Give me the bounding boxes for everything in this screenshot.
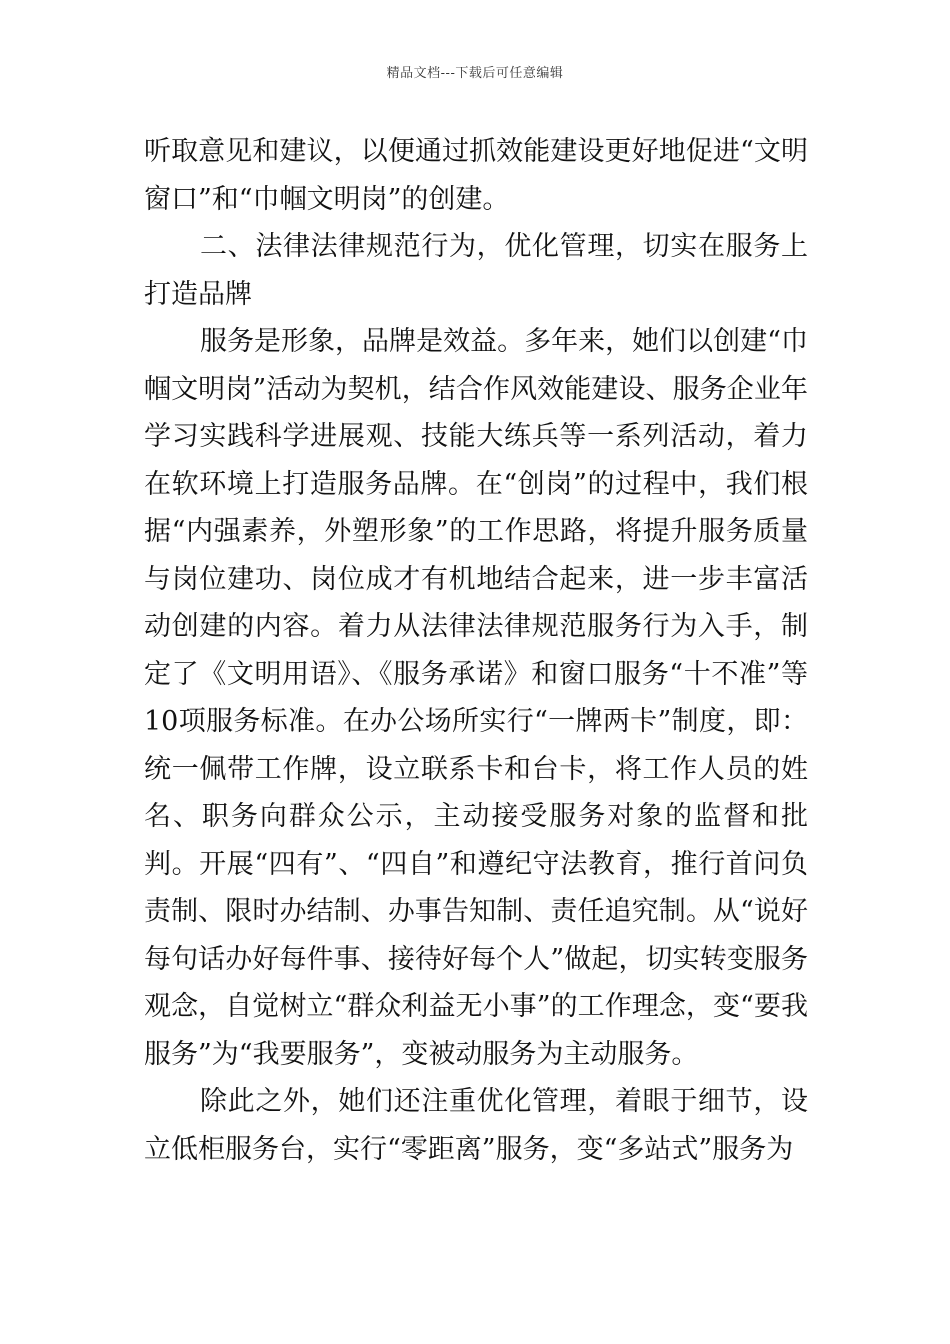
paragraph-1: 听取意见和建议，以便通过抓效能建设更好地促进“文明窗口”和“巾帼文明岗”的创建。 bbox=[144, 136, 808, 215]
section-heading: 二、法律法律规范行为，优化管理，切实在服务上打造品牌 bbox=[144, 231, 808, 310]
document-body bbox=[144, 128, 808, 1173]
page-header: 精品文档---下载后可任意编辑 bbox=[386, 66, 564, 81]
paragraph-3: 服务是形象，品牌是效益。多年来，她们以创建“巾帼文明岗”活动为契机，结合作风效能建设、服务企业年学习实践科学进展观、技能大练兵等一系列活动，着力在软环境上打造服务品牌。在“创岗”的过程中，我们根据“内强素养，外塑形象”的工作思路，将提升服务质量与岗位建功、岗位成才有机地结合起来，进一步丰富活动创建的内容。着力从法律法律规范服务行为入手，制定了《文明用语》、《服务承诺》和窗口服务“十不准”等10项服务标准。在办公场所实行“一牌两卡”制度，即：统一佩带工作牌，设立联系卡和台卡，将工作人员的姓名、职务向群众公示，主动接受服务对象的监督和批判。开展“四有”、“四自”和遵纪守法教育，推行首问负责制、限时办结制、办事告知制、责任追究制。从“说好每句话办好每件事、接待好每个人”做起，切实转变服务观念，自觉树立“群众利益无小事”的工作理念，变“要我服务”为“我要服务”，变被动服务为主动服务。 bbox=[144, 326, 808, 1070]
paragraph-4: 除此之外，她们还注重优化管理，着眼于细节，设立低柜服务台，实行“零距离”服务，变“多站式”服务为 bbox=[144, 1086, 808, 1165]
